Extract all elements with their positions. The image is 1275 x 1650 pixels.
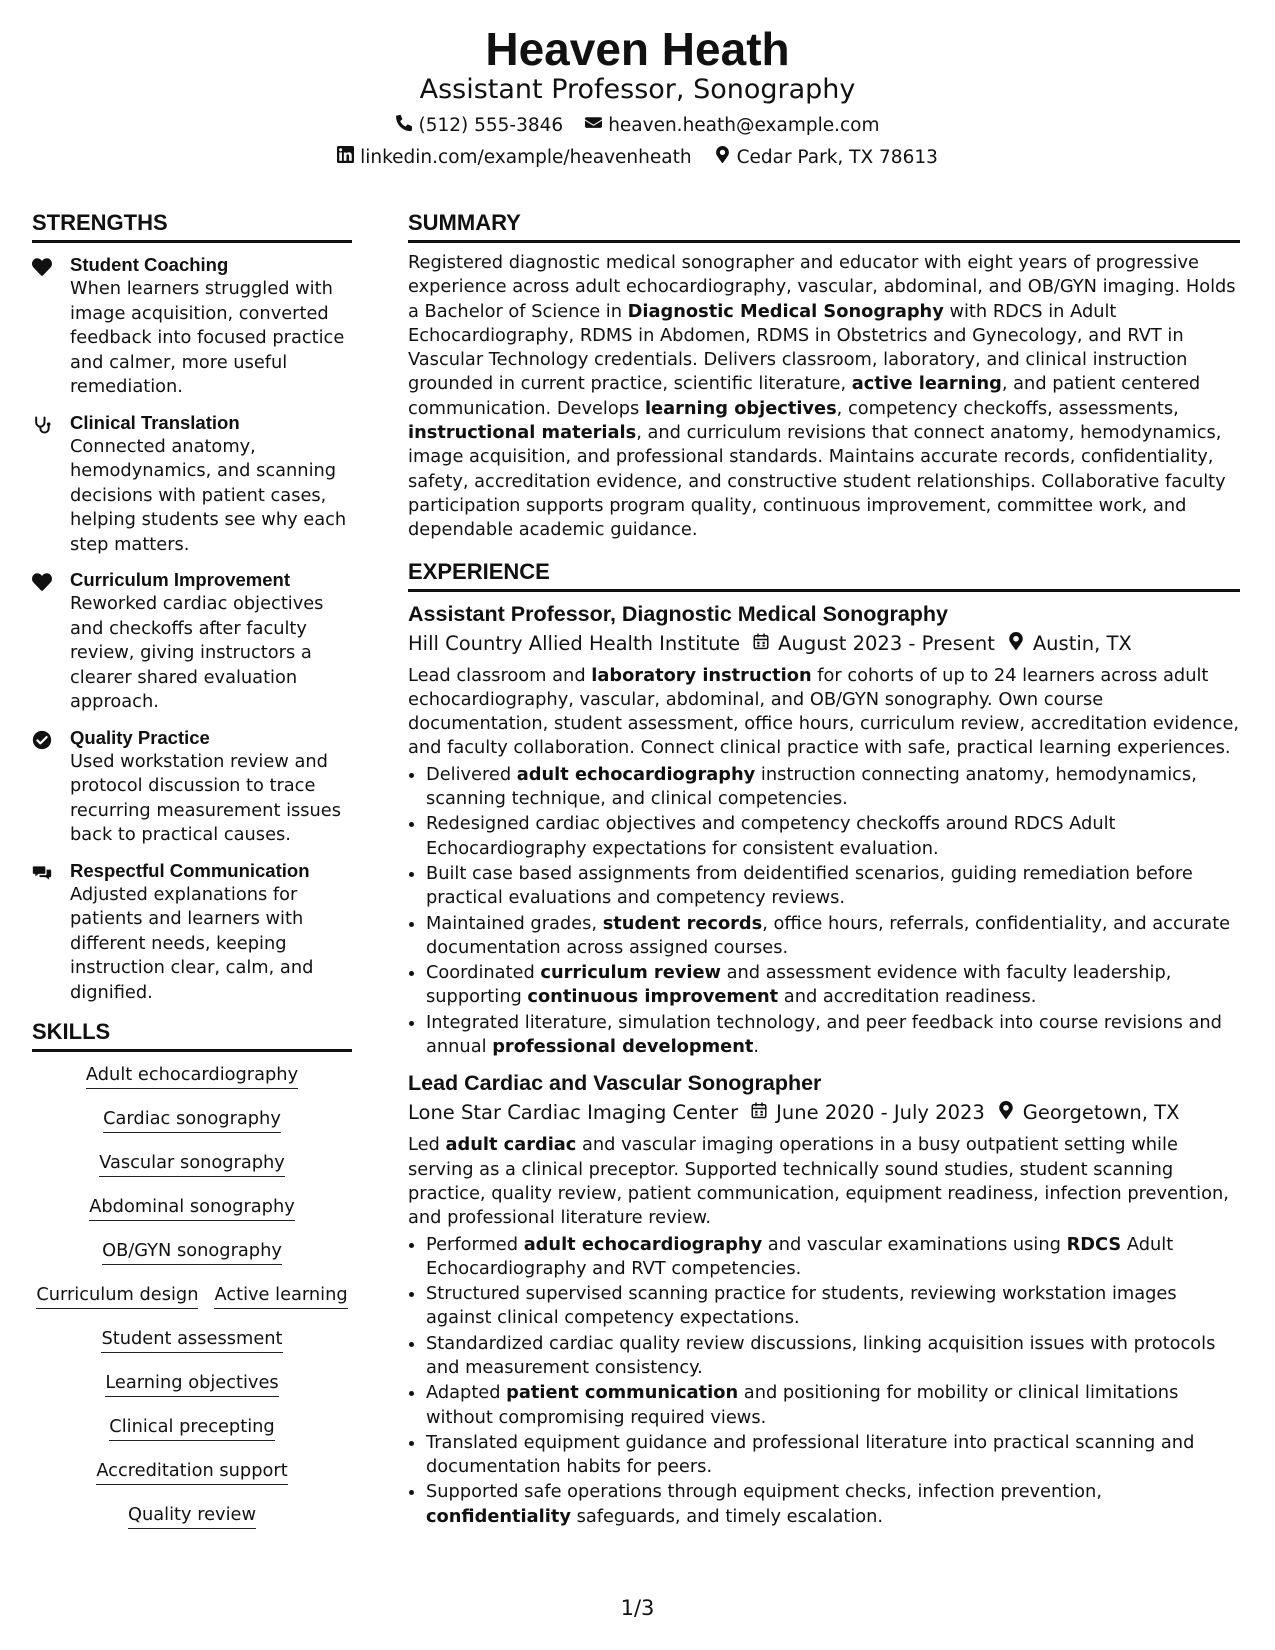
bullet-item: • Standardized cardiac quality review discussions, linking acquisition issues with protocols and measurement consistency. (426, 1332, 1240, 1381)
strength-text: Reworked cardiac objectives and checkoffs after faculty review, giving instructors a clearer shared evaluation approach. (70, 593, 324, 712)
skill-tag: Quality review (128, 1504, 256, 1529)
strength-item (32, 253, 352, 400)
bullet-item: • Built case based assignments from deidentified scenarios, guiding remediation before practical evaluations and competency reviews. (426, 862, 1240, 911)
job-bullets (408, 763, 1240, 1060)
job-dates-text: August 2023 - Present (778, 631, 995, 655)
bullet-item: • Integrated literature, simulation technology, and peer feedback into course revisions and annual professional development. (426, 1011, 1240, 1060)
stethoscope-icon (32, 415, 52, 435)
map-pin-icon (1007, 630, 1025, 658)
candidate-name: Heaven Heath (485, 23, 790, 75)
strength-text: Connected anatomy, hemodynamics, and scanning decisions with patient cases, helping students see why each step matters. (70, 435, 347, 555)
bullet-item: • Adapted patient communication and positioning for mobility or clinical limitations without compromising required views. (426, 1381, 1240, 1430)
job-title: Assistant Professor, Diagnostic Medical Sonography (408, 601, 949, 626)
strength-text: Adjusted explanations for patients and learners with different needs, keeping instruction clear, calm, and dignified. (70, 883, 314, 1003)
job-location (997, 1099, 1180, 1127)
job-description: Lead classroom and laboratory instruction for cohorts of up to 24 learners across adult echocardiography, vascular, abdominal, and OB/GYN sonography. Own course documentation, student assessment, office hours, curriculum review, accreditation evidence, and faculty collaboration. Connect clinical practice with safe, practical learning experiences. (408, 664, 1240, 759)
location-text: Cedar Park, TX 78613 (736, 147, 938, 168)
contact-location (714, 146, 938, 170)
right-column (408, 208, 1240, 1530)
strength-item (32, 411, 352, 558)
job-org: Lone Star Cardiac Imaging Center (408, 1101, 739, 1125)
strengths-list (32, 253, 352, 1005)
bullet-item: • Redesigned cardiac objectives and competency checkoffs around RDCS Adult Echocardiography expectations for consistent evaluation. (426, 812, 1240, 861)
experience-heading: EXPERIENCE (408, 557, 1240, 592)
phone-icon (395, 114, 412, 138)
strength-title: Quality Practice (70, 726, 210, 748)
contact-linkedin[interactable] (337, 146, 691, 170)
strength-item (32, 859, 352, 1006)
envelope-icon (585, 114, 602, 138)
strengths-heading: STRENGTHS (32, 208, 352, 243)
job-location-text: Georgetown, TX (1022, 1101, 1180, 1125)
job-dates (752, 630, 995, 658)
heart-icon (32, 257, 52, 277)
calendar-icon (750, 1099, 768, 1127)
skill-tag: Curriculum design (36, 1284, 198, 1309)
strength-title: Respectful Communication (70, 859, 310, 881)
job-entry (408, 600, 1240, 1060)
bullet-item: • Coordinated curriculum review and assessment evidence with faculty leadership, supporting continuous improvement and accreditation readiness. (426, 961, 1240, 1010)
email-text: heaven.heath@example.com (608, 115, 880, 136)
skill-tag: Accreditation support (96, 1460, 287, 1485)
linkedin-icon (337, 146, 354, 170)
bullet-item: • Performed adult echocardiography and vascular examinations using RDCS Adult Echocardiography and RVT competencies. (426, 1233, 1240, 1282)
page-number: 1/3 (620, 1596, 655, 1620)
summary-text: Registered diagnostic medical sonographer and educator with eight years of progressive experience across adult echocardiography, vascular, abdominal, and OB/GYN imaging. Holds a Bachelor of Science in Diagnostic Medical Sonography with RDCS in Adult Echocardiography, RDMS in Abdomen, RDMS in Obstetrics and Gynecology, and RVT in Vascular Technology credentials. Delivers classroom, laboratory, and clinical instruction grounded in current practice, scientific literature, active learning, and patient centered communication. Develops learning objectives, competency checkoffs, assessments, instructional materials, and curriculum revisions that connect anatomy, hemodynamics, image acquisition, and professional standards. Maintains accurate records, confidentiality, safety, accreditation evidence, and constructive student relationships. Collaborative faculty participation supports program quality, continuous improvement, committee work, and dependable academic guidance. (408, 252, 1236, 541)
job-location (1007, 630, 1132, 658)
strength-title: Curriculum Improvement (70, 569, 290, 590)
contact-row-1 (0, 114, 1275, 138)
job-bullets (408, 1233, 1240, 1530)
summary-heading: SUMMARY (408, 208, 1240, 243)
bullet-item: • Delivered adult echocardiography instruction connecting anatomy, hemodynamics, scanning technique, and clinical competencies. (426, 763, 1240, 812)
bullet-item: • Maintained grades, student records, office hours, referrals, confidentiality, and accurate documentation across assigned courses. (426, 912, 1240, 961)
check-circle-icon (32, 730, 52, 750)
job-dates (750, 1099, 985, 1127)
left-column (32, 208, 352, 1529)
job-meta (408, 1099, 1240, 1127)
job-dates-text: June 2020 - July 2023 (776, 1101, 985, 1125)
bullet-item: • Translated equipment guidance and professional literature into practical scanning and documentation habits for peers. (426, 1431, 1240, 1480)
skills-heading: SKILLS (32, 1017, 352, 1052)
job-entry (408, 1069, 1240, 1529)
skill-tag: Adult echocardiography (86, 1064, 298, 1089)
skill-tag: Student assessment (101, 1328, 282, 1353)
bullet-item: • Supported safe operations through equipment checks, infection prevention, confidentiality safeguards, and timely escalation. (426, 1480, 1240, 1529)
job-description: Led adult cardiac and vascular imaging operations in a busy outpatient setting while serving as a clinical preceptor. Supported technically sound studies, student scanning practice, quality review, patient communication, equipment readiness, infection prevention, and professional literature review. (408, 1134, 1229, 1229)
strength-title: Clinical Translation (70, 411, 240, 433)
skill-tag: Abdominal sonography (89, 1196, 295, 1221)
skill-tag: Clinical precepting (109, 1416, 274, 1441)
contact-row-2 (0, 146, 1275, 170)
skill-tag: Vascular sonography (99, 1152, 285, 1177)
contact-email[interactable] (585, 114, 879, 138)
skill-tag: Learning objectives (105, 1372, 278, 1397)
job-meta (408, 630, 1240, 658)
comments-icon (32, 863, 52, 883)
phone-text: (512) 555-3846 (418, 115, 564, 136)
map-pin-icon (714, 146, 731, 170)
strength-item (32, 568, 352, 715)
skill-tag: Active learning (214, 1284, 347, 1309)
strength-text: When learners struggled with image acquisition, converted feedback into focused practice and calmer, more useful remediation. (70, 278, 345, 397)
strength-item (32, 726, 352, 848)
job-location-text: Austin, TX (1032, 631, 1132, 655)
calendar-icon (752, 630, 770, 658)
map-pin-icon (997, 1099, 1015, 1127)
candidate-title: Assistant Professor, Sonography (419, 74, 856, 105)
skills-list (32, 1064, 352, 1529)
contact-phone[interactable] (395, 114, 563, 138)
linkedin-text: linkedin.com/example/heavenheath (360, 147, 692, 168)
heart-icon (32, 572, 52, 592)
bullet-item: • Structured supervised scanning practice for students, reviewing workstation images against clinical competency expectations. (426, 1282, 1240, 1331)
skill-tag: OB/GYN sonography (102, 1240, 282, 1265)
strength-text: Used workstation review and protocol discussion to trace recurring measurement issues back to practical causes. (70, 750, 342, 845)
strength-title: Student Coaching (70, 254, 229, 275)
skill-tag: Cardiac sonography (103, 1108, 281, 1133)
job-org: Hill Country Allied Health Institute (408, 631, 741, 655)
job-title: Lead Cardiac and Vascular Sonographer (408, 1071, 822, 1096)
